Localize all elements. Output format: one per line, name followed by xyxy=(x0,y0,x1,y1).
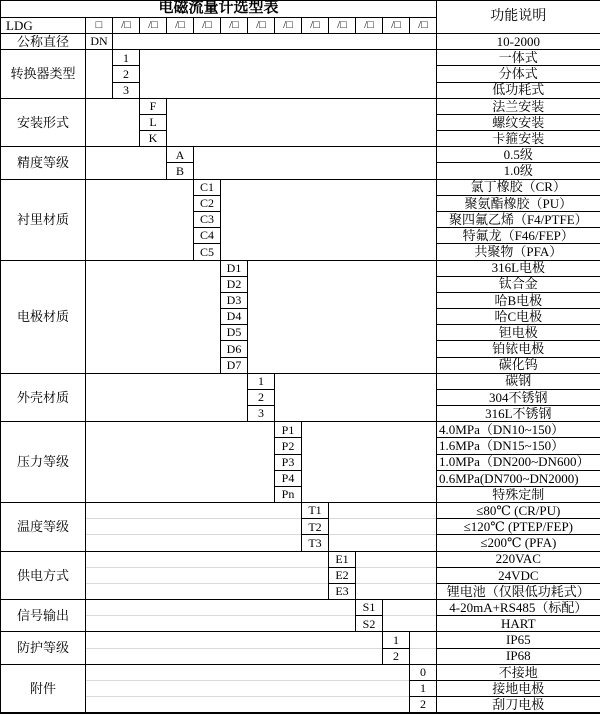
option-description: 碳钢 xyxy=(437,373,600,389)
option-row xyxy=(1,373,600,389)
option-code: 3 xyxy=(248,406,275,422)
option-code: P1 xyxy=(275,422,302,438)
filler-cell xyxy=(356,583,437,599)
section-label: 防护等级 xyxy=(1,632,86,664)
option-description: ≤80℃ (CR/PU) xyxy=(437,503,600,519)
option-row xyxy=(1,50,600,66)
filler-cell xyxy=(140,50,437,66)
option-description: 一体式 xyxy=(437,50,600,66)
option-description: 特氟龙（F46/FEP） xyxy=(437,228,600,244)
option-description: IP68 xyxy=(437,648,600,664)
filler-cell xyxy=(86,486,275,502)
filler-cell xyxy=(167,114,437,130)
option-row xyxy=(1,131,600,147)
model-code-box: □ xyxy=(86,17,113,33)
filler-cell xyxy=(86,616,356,632)
option-description: 法兰安装 xyxy=(437,98,600,114)
filler-cell xyxy=(86,66,113,82)
option-description: 316L电极 xyxy=(437,260,600,276)
model-code-slot: /□ xyxy=(329,17,356,33)
option-description: 4-20mA+RS485（标配） xyxy=(437,600,600,616)
filler-cell xyxy=(113,34,437,50)
option-row xyxy=(1,519,600,535)
option-code: S2 xyxy=(356,616,383,632)
option-code: C4 xyxy=(194,228,221,244)
option-description: 聚氨酯橡胶（PU） xyxy=(437,195,600,211)
option-description: 锂电池（仅限低功耗式） xyxy=(437,583,600,599)
option-row xyxy=(1,406,600,422)
option-description: 1.6MPa（DN15~150） xyxy=(437,438,600,454)
option-description: 1.0MPa（DN200~DN600） xyxy=(437,454,600,470)
filler-cell xyxy=(356,567,437,583)
section-label: 温度等级 xyxy=(1,503,86,552)
option-description: 特殊定制 xyxy=(437,486,600,502)
option-row xyxy=(1,486,600,502)
option-row xyxy=(1,260,600,276)
option-code: 0 xyxy=(410,664,437,680)
filler-cell xyxy=(86,600,356,616)
filler-cell xyxy=(221,195,437,211)
filler-cell xyxy=(248,357,437,373)
filler-cell xyxy=(86,551,329,567)
filler-cell xyxy=(383,616,437,632)
option-description: 304不锈钢 xyxy=(437,389,600,405)
filler-cell xyxy=(86,680,410,696)
filler-cell xyxy=(167,98,437,114)
option-description: 钽电极 xyxy=(437,325,600,341)
filler-cell xyxy=(221,179,437,195)
model-code-slot: /□ xyxy=(113,17,140,33)
option-code: E3 xyxy=(329,583,356,599)
option-row xyxy=(1,309,600,325)
section-label: 供电方式 xyxy=(1,551,86,600)
option-code: F xyxy=(140,98,167,114)
option-description: HART xyxy=(437,616,600,632)
option-description: ≤200℃ (PFA) xyxy=(437,535,600,551)
filler-cell xyxy=(248,309,437,325)
option-code: P2 xyxy=(275,438,302,454)
option-description: 氯丁橡胶（CR） xyxy=(437,179,600,195)
filler-cell xyxy=(140,66,437,82)
function-column-header: 功能说明 xyxy=(437,1,600,34)
option-description: 螺纹安装 xyxy=(437,114,600,130)
filler-cell xyxy=(86,276,221,292)
model-code-slot: /□ xyxy=(302,17,329,33)
model-code-prefix: LDG xyxy=(1,17,86,33)
filler-cell xyxy=(86,357,221,373)
filler-cell xyxy=(86,648,383,664)
option-description: ≤120℃ (PTEP/FEP) xyxy=(437,519,600,535)
option-code: D3 xyxy=(221,292,248,308)
option-row xyxy=(1,389,600,405)
option-description: 24VDC xyxy=(437,567,600,583)
filler-cell xyxy=(302,470,437,486)
section-label: 精度等级 xyxy=(1,147,86,179)
option-code: T2 xyxy=(302,519,329,535)
section-label: 信号输出 xyxy=(1,600,86,632)
option-row xyxy=(1,244,600,260)
filler-cell xyxy=(86,50,113,66)
filler-cell xyxy=(302,486,437,502)
option-code: T1 xyxy=(302,503,329,519)
option-row xyxy=(1,292,600,308)
option-row xyxy=(1,179,600,195)
filler-cell xyxy=(86,373,248,389)
page-title: 电磁流量计选型表 xyxy=(158,0,279,17)
model-code-slot: /□ xyxy=(194,17,221,33)
option-code: C1 xyxy=(194,179,221,195)
option-code: D7 xyxy=(221,357,248,373)
option-code: 2 xyxy=(113,66,140,82)
option-row xyxy=(1,697,600,713)
option-code: 2 xyxy=(410,697,437,713)
option-code: 2 xyxy=(248,389,275,405)
model-code-slot: /□ xyxy=(248,17,275,33)
option-row xyxy=(1,503,600,519)
filler-cell xyxy=(275,389,437,405)
filler-cell xyxy=(221,211,437,227)
filler-cell xyxy=(86,260,221,276)
option-code: K xyxy=(140,131,167,147)
option-row xyxy=(1,567,600,583)
section-label: 外壳材质 xyxy=(1,373,86,422)
filler-cell xyxy=(356,551,437,567)
filler-cell xyxy=(86,228,194,244)
option-row xyxy=(1,535,600,551)
filler-cell xyxy=(410,648,437,664)
filler-cell xyxy=(248,292,437,308)
option-code: C5 xyxy=(194,244,221,260)
model-code-slot: /□ xyxy=(356,17,383,33)
option-description: 低功耗式 xyxy=(437,82,600,98)
option-description: 共聚物（PFA） xyxy=(437,244,600,260)
filler-cell xyxy=(86,406,248,422)
filler-cell xyxy=(86,147,167,163)
option-code: 1 xyxy=(113,50,140,66)
option-code: B xyxy=(167,163,194,179)
filler-cell xyxy=(86,567,329,583)
filler-cell xyxy=(86,664,410,680)
filler-cell xyxy=(140,82,437,98)
option-code: S1 xyxy=(356,600,383,616)
option-code: D6 xyxy=(221,341,248,357)
option-code: P4 xyxy=(275,470,302,486)
option-row xyxy=(1,163,600,179)
option-description: 碳化钨 xyxy=(437,357,600,373)
option-code: 1 xyxy=(248,373,275,389)
filler-cell xyxy=(383,600,437,616)
filler-cell xyxy=(248,276,437,292)
option-description: 刮刀电极 xyxy=(437,697,600,713)
filler-cell xyxy=(86,179,194,195)
option-row xyxy=(1,583,600,599)
option-row xyxy=(1,680,600,696)
filler-cell xyxy=(167,131,437,147)
option-row xyxy=(1,470,600,486)
option-row xyxy=(1,438,600,454)
option-row xyxy=(1,98,600,114)
option-code: 1 xyxy=(410,680,437,696)
option-description: 聚四氟乙烯（F4/PTFE） xyxy=(437,211,600,227)
option-description: 哈C电极 xyxy=(437,309,600,325)
filler-cell xyxy=(86,211,194,227)
option-code: D2 xyxy=(221,276,248,292)
option-description: 4.0MPa（DN10~150） xyxy=(437,422,600,438)
filler-cell xyxy=(248,325,437,341)
filler-cell xyxy=(86,98,140,114)
filler-cell xyxy=(86,82,113,98)
filler-cell xyxy=(86,131,140,147)
filler-cell xyxy=(410,632,437,648)
option-description: 0.5级 xyxy=(437,147,600,163)
section-label: 衬里材质 xyxy=(1,179,86,260)
option-row xyxy=(1,357,600,373)
option-description: 卡箍安装 xyxy=(437,131,600,147)
option-code: 2 xyxy=(383,648,410,664)
filler-cell xyxy=(275,373,437,389)
option-code: T3 xyxy=(302,535,329,551)
diameter-label: 公称直径 xyxy=(1,34,86,50)
filler-cell xyxy=(329,503,437,519)
option-description: 接地电极 xyxy=(437,680,600,696)
option-row xyxy=(1,616,600,632)
filler-cell xyxy=(194,147,437,163)
filler-cell xyxy=(86,163,167,179)
filler-cell xyxy=(86,470,275,486)
model-code-slot: /□ xyxy=(410,17,437,33)
filler-cell xyxy=(329,519,437,535)
section-label: 附件 xyxy=(1,664,86,713)
filler-cell xyxy=(86,341,221,357)
filler-cell xyxy=(248,260,437,276)
diameter-code: DN xyxy=(86,34,113,50)
option-description: 0.6MPa(DN700~DN2000) xyxy=(437,470,600,486)
model-code-slot: /□ xyxy=(140,17,167,33)
option-row xyxy=(1,600,600,616)
option-row xyxy=(1,341,600,357)
filler-cell xyxy=(86,244,194,260)
option-code: 1 xyxy=(383,632,410,648)
option-description: 铂铱电极 xyxy=(437,341,600,357)
filler-cell xyxy=(86,519,302,535)
option-description: IP65 xyxy=(437,632,600,648)
diameter-description: 10-2000 xyxy=(437,34,600,50)
option-description: 220VAC xyxy=(437,551,600,567)
option-code: E1 xyxy=(329,551,356,567)
option-code: D1 xyxy=(221,260,248,276)
filler-cell xyxy=(86,535,302,551)
filler-cell xyxy=(275,406,437,422)
section-label: 电极材质 xyxy=(1,260,86,373)
option-row xyxy=(1,195,600,211)
option-row xyxy=(1,454,600,470)
option-description: 1.0级 xyxy=(437,163,600,179)
option-code: A xyxy=(167,147,194,163)
filler-cell xyxy=(302,422,437,438)
option-code: 3 xyxy=(113,82,140,98)
model-code-slot: /□ xyxy=(383,17,410,33)
filler-cell xyxy=(221,244,437,260)
option-row xyxy=(1,422,600,438)
section-label: 转换器类型 xyxy=(1,50,86,99)
option-code: D5 xyxy=(221,325,248,341)
section-label: 压力等级 xyxy=(1,422,86,503)
option-row xyxy=(1,82,600,98)
model-code-slot: /□ xyxy=(275,17,302,33)
filler-cell xyxy=(86,195,194,211)
option-description: 哈B电极 xyxy=(437,292,600,308)
filler-cell xyxy=(86,292,221,308)
option-row xyxy=(1,648,600,664)
option-description: 316L不锈钢 xyxy=(437,406,600,422)
option-row xyxy=(1,114,600,130)
option-code: C3 xyxy=(194,211,221,227)
filler-cell xyxy=(194,163,437,179)
filler-cell xyxy=(221,228,437,244)
filler-cell xyxy=(86,503,302,519)
option-row xyxy=(1,228,600,244)
filler-cell xyxy=(86,697,410,713)
diameter-row xyxy=(1,34,600,50)
option-description: 不接地 xyxy=(437,664,600,680)
option-description: 钛合金 xyxy=(437,276,600,292)
option-row xyxy=(1,211,600,227)
option-description: 分体式 xyxy=(437,66,600,82)
option-row xyxy=(1,632,600,648)
filler-cell xyxy=(86,583,329,599)
option-code: L xyxy=(140,114,167,130)
option-row xyxy=(1,66,600,82)
option-code: C2 xyxy=(194,195,221,211)
filler-cell xyxy=(86,454,275,470)
option-row xyxy=(1,551,600,567)
filler-cell xyxy=(302,438,437,454)
filler-cell xyxy=(86,422,275,438)
option-code: P3 xyxy=(275,454,302,470)
option-code: D4 xyxy=(221,309,248,325)
filler-cell xyxy=(86,309,221,325)
option-row xyxy=(1,664,600,680)
model-code-slot: /□ xyxy=(167,17,194,33)
filler-cell xyxy=(86,325,221,341)
option-row xyxy=(1,147,600,163)
filler-cell xyxy=(302,454,437,470)
filler-cell xyxy=(86,438,275,454)
model-code-slot: /□ xyxy=(221,17,248,33)
option-code: E2 xyxy=(329,567,356,583)
option-row xyxy=(1,325,600,341)
filler-cell xyxy=(86,114,140,130)
filler-cell xyxy=(86,389,248,405)
option-code: Pn xyxy=(275,486,302,502)
filler-cell xyxy=(248,341,437,357)
option-row xyxy=(1,276,600,292)
filler-cell xyxy=(86,632,383,648)
filler-cell xyxy=(329,535,437,551)
header-row xyxy=(1,1,600,18)
section-label: 安装形式 xyxy=(1,98,86,147)
